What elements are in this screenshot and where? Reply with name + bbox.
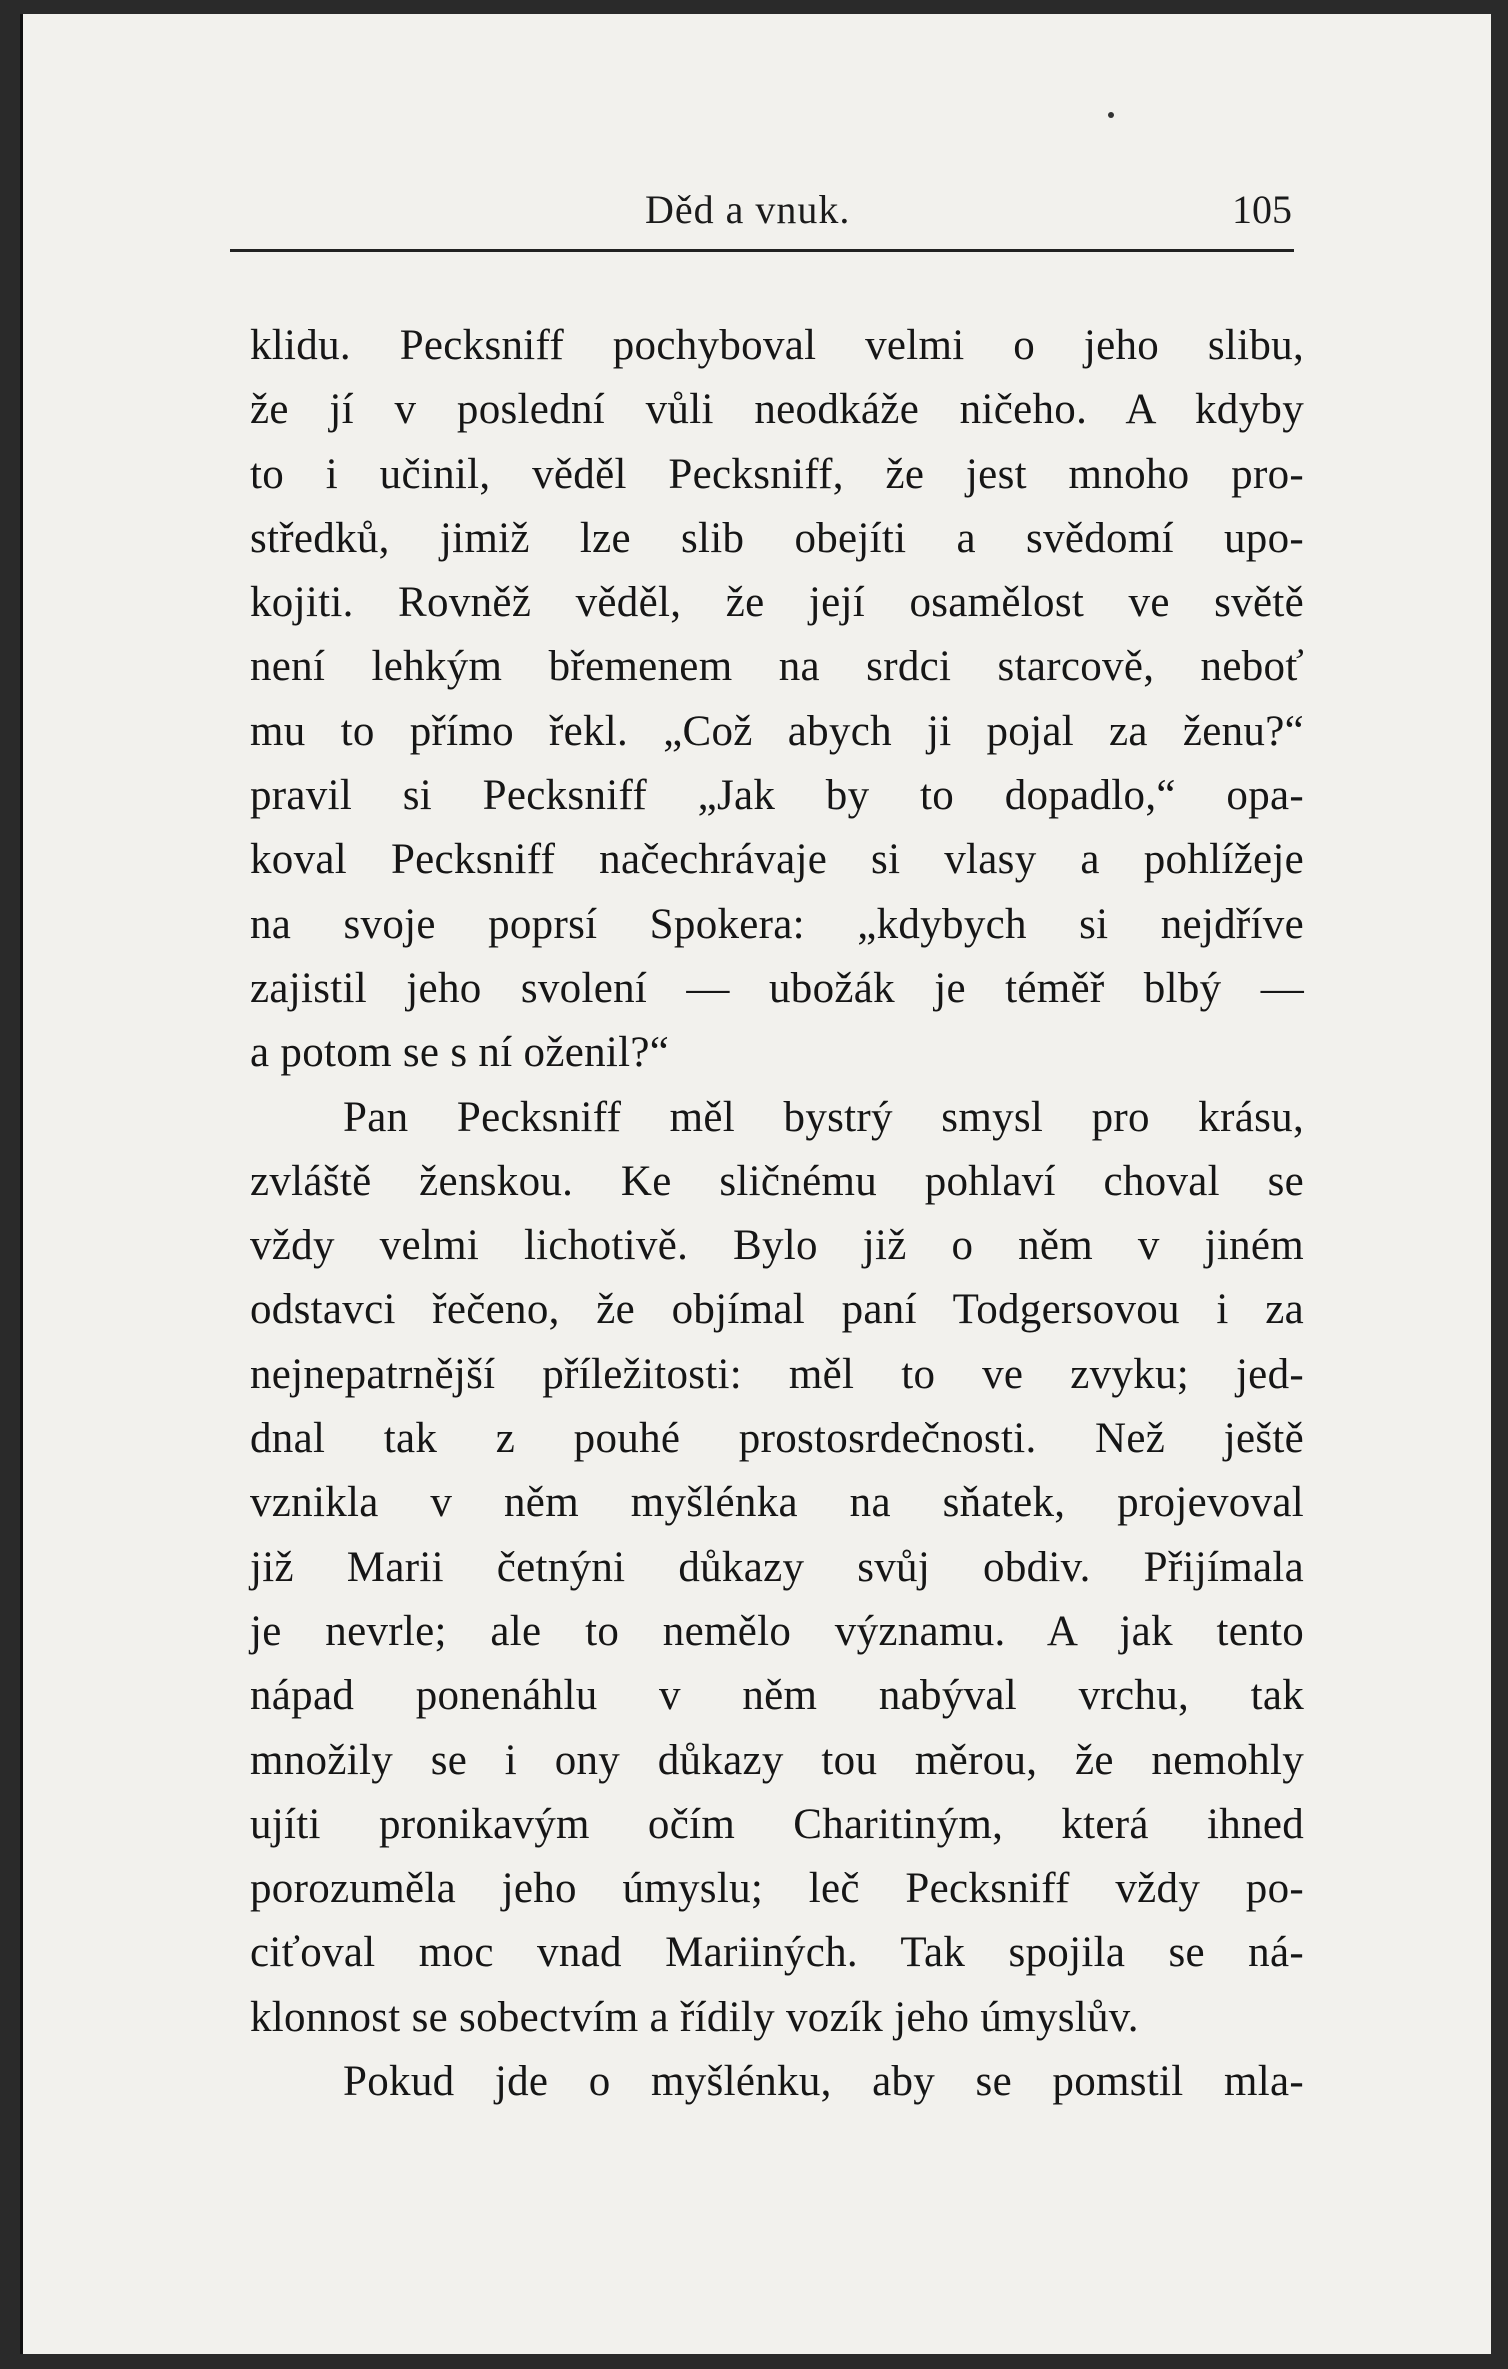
text-line: množily se i ony důkazy tou měrou, že nemohly — [250, 1736, 1304, 1784]
text-line: nejnepatrnější příležitosti: měl to ve zvyku; jed- — [250, 1350, 1304, 1398]
body-text — [250, 314, 1304, 2114]
text-line: dnal tak z pouhé prostosrdečnosti. Než ještě — [250, 1415, 1304, 1463]
paragraph-start-line: Pan Pecksniff měl bystrý smysl pro krásu, — [343, 1093, 1304, 1141]
text-line: klidu. Pecksniff pochyboval velmi o jeho slibu, — [250, 322, 1304, 369]
page-edge-shadow — [6, 0, 20, 2369]
paragraph-start-line: Pokud jde o myšlénku, aby se pomstil mla- — [343, 2058, 1304, 2106]
text-line: je nevrle; ale to nemělo významu. A jak tento — [250, 1607, 1304, 1655]
text-line: středků, jimiž lze slib obejíti a svědomí upo- — [250, 514, 1304, 562]
page-number: 105 — [1232, 187, 1292, 232]
text-line: kojiti. Rovněž věděl, že její osamělost ve světě — [250, 579, 1304, 627]
text-line: pravil si Pecksniff „Jak by to dopadlo,“ opa- — [250, 772, 1304, 820]
text-line: mu to přímo řekl. „Což abych ji pojal za ženu?“ — [250, 707, 1304, 755]
text-line: není lehkým břemenem na srdci starcově, neboť — [250, 643, 1304, 691]
text-line: ciťoval moc vnad Mariiných. Tak spojila se ná- — [250, 1929, 1304, 1977]
text-line: nápad ponenáhlu v něm nabýval vrchu, tak — [250, 1672, 1304, 1720]
text-line: koval Pecksniff načechrávaje si vlasy a pohlížeje — [250, 836, 1304, 884]
header-rule — [230, 249, 1294, 252]
page-header — [230, 186, 1292, 246]
paragraph-end-line: a potom se s ní oženil?“ — [250, 1029, 670, 1077]
paper-speck — [1108, 112, 1114, 118]
running-title: Děd a vnuk. — [645, 187, 851, 232]
text-line: zajistil jeho svolení — ubožák je téměř blbý — — [250, 964, 1304, 1012]
text-line: již Marii četnýni důkazy svůj obdiv. Přijímala — [250, 1543, 1304, 1591]
text-line: že jí v poslední vůli neodkáže ničeho. A kdyby — [250, 386, 1304, 434]
text-line: ujíti pronikavým očím Charitiným, která ihned — [250, 1800, 1304, 1848]
text-line: porozuměla jeho úmyslu; leč Pecksniff vždy po- — [250, 1865, 1304, 1913]
text-line: vznikla v něm myšlénka na sňatek, projevoval — [250, 1479, 1304, 1527]
text-line: zvláště ženskou. Ke sličnému pohlaví choval se — [250, 1157, 1304, 1205]
text-line: vždy velmi lichotivě. Bylo již o něm v jiném — [250, 1222, 1304, 1270]
text-line: to i učinil, věděl Pecksniff, že jest mnoho pro- — [250, 450, 1304, 498]
text-line: odstavci řečeno, že objímal paní Todgersovou i za — [250, 1286, 1304, 1334]
paragraph-end-line: klonnost se sobectvím a řídily vozík jeho úmyslův. — [250, 1993, 1139, 2041]
text-line: na svoje poprsí Spokera: „kdybych si nejdříve — [250, 900, 1304, 948]
